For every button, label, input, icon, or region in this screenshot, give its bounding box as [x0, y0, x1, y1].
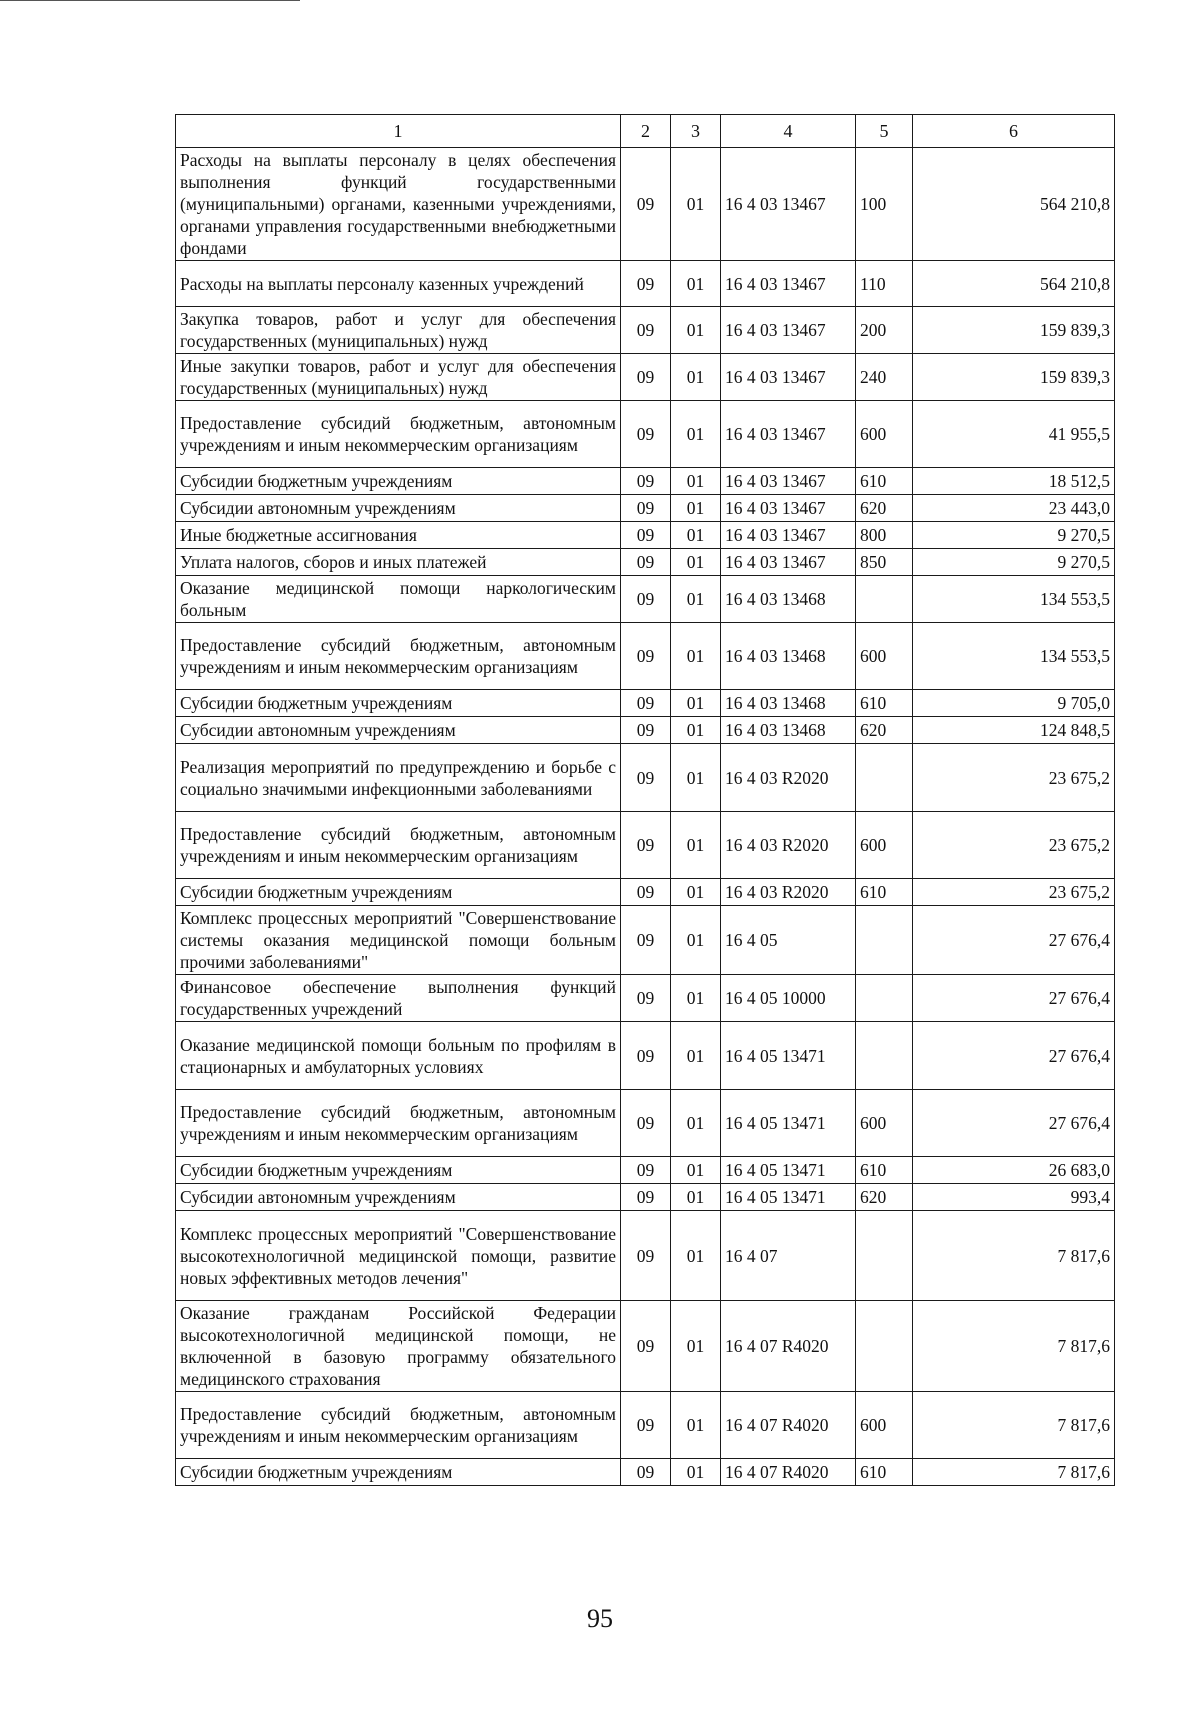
header-col-name: 1 — [176, 115, 621, 148]
row-section-cell: 09 — [621, 690, 671, 717]
row-expense-type-cell: 620 — [856, 717, 913, 744]
row-expense-type-cell — [856, 576, 913, 623]
row-name-cell: Реализация мероприятий по предупреждению и борьбе с социально значимыми инфекционными заболеваниями — [176, 744, 621, 812]
row-name-cell: Субсидии бюджетным учреждениям — [176, 468, 621, 495]
row-section-cell: 09 — [621, 522, 671, 549]
row-expense-type-cell: 610 — [856, 1157, 913, 1184]
row-target-article-cell: 16 4 03 R2020 — [721, 744, 856, 812]
row-amount-cell: 159 839,3 — [913, 354, 1115, 401]
budget-table-container — [175, 114, 1114, 1486]
row-subsection-cell: 01 — [671, 576, 721, 623]
row-section-cell: 09 — [621, 879, 671, 906]
table-row — [176, 623, 1115, 690]
row-amount-cell: 564 210,8 — [913, 261, 1115, 307]
row-amount-cell: 41 955,5 — [913, 401, 1115, 468]
table-header-row — [176, 115, 1115, 148]
row-expense-type-cell — [856, 906, 913, 975]
row-amount-cell: 23 443,0 — [913, 495, 1115, 522]
row-target-article-cell: 16 4 03 13467 — [721, 261, 856, 307]
row-name-cell: Финансовое обеспечение выполнения функций государственных учреждений — [176, 975, 621, 1022]
table-row — [176, 1459, 1115, 1486]
row-subsection-cell: 01 — [671, 975, 721, 1022]
scan-edge-line — [0, 0, 300, 1]
row-amount-cell: 9 270,5 — [913, 522, 1115, 549]
row-subsection-cell: 01 — [671, 354, 721, 401]
row-expense-type-cell: 110 — [856, 261, 913, 307]
table-row — [176, 717, 1115, 744]
row-expense-type-cell: 610 — [856, 879, 913, 906]
row-target-article-cell: 16 4 07 R4020 — [721, 1459, 856, 1486]
table-row — [176, 744, 1115, 812]
row-expense-type-cell: 620 — [856, 1184, 913, 1211]
row-expense-type-cell: 610 — [856, 468, 913, 495]
row-expense-type-cell: 620 — [856, 495, 913, 522]
row-amount-cell: 27 676,4 — [913, 975, 1115, 1022]
row-subsection-cell: 01 — [671, 1157, 721, 1184]
table-row — [176, 495, 1115, 522]
row-name-cell: Оказание медицинской помощи наркологическим больным — [176, 576, 621, 623]
row-expense-type-cell — [856, 1301, 913, 1392]
row-amount-cell: 124 848,5 — [913, 717, 1115, 744]
row-amount-cell: 9 705,0 — [913, 690, 1115, 717]
row-name-cell: Субсидии бюджетным учреждениям — [176, 1459, 621, 1486]
table-row — [176, 906, 1115, 975]
row-expense-type-cell: 610 — [856, 690, 913, 717]
row-expense-type-cell: 100 — [856, 148, 913, 261]
table-row — [176, 1157, 1115, 1184]
row-amount-cell: 993,4 — [913, 1184, 1115, 1211]
row-section-cell: 09 — [621, 623, 671, 690]
row-amount-cell: 7 817,6 — [913, 1211, 1115, 1301]
row-subsection-cell: 01 — [671, 1090, 721, 1157]
row-name-cell: Комплекс процессных мероприятий "Совершенствование системы оказания медицинской помощи больным прочими заболеваниями" — [176, 906, 621, 975]
row-amount-cell: 23 675,2 — [913, 744, 1115, 812]
table-row — [176, 261, 1115, 307]
row-subsection-cell: 01 — [671, 1459, 721, 1486]
row-section-cell: 09 — [621, 1184, 671, 1211]
row-expense-type-cell — [856, 1022, 913, 1090]
row-subsection-cell: 01 — [671, 307, 721, 354]
row-target-article-cell: 16 4 03 13467 — [721, 354, 856, 401]
row-amount-cell: 134 553,5 — [913, 576, 1115, 623]
row-expense-type-cell: 240 — [856, 354, 913, 401]
row-expense-type-cell: 600 — [856, 812, 913, 879]
table-row — [176, 812, 1115, 879]
row-subsection-cell: 01 — [671, 1022, 721, 1090]
row-name-cell: Оказание гражданам Российской Федерации высокотехнологичной медицинской помощи, не включенной в базовую программу обязательного медицинского страхования — [176, 1301, 621, 1392]
row-amount-cell: 134 553,5 — [913, 623, 1115, 690]
row-name-cell: Комплекс процессных мероприятий "Совершенствование высокотехнологичной медицинской помощи, развитие новых эффективных методов лечения" — [176, 1211, 621, 1301]
table-row — [176, 1184, 1115, 1211]
row-section-cell: 09 — [621, 307, 671, 354]
row-subsection-cell: 01 — [671, 522, 721, 549]
table-row — [176, 1392, 1115, 1459]
row-name-cell: Иные закупки товаров, работ и услуг для обеспечения государственных (муниципальных) нужд — [176, 354, 621, 401]
row-section-cell: 09 — [621, 468, 671, 495]
row-target-article-cell: 16 4 03 13467 — [721, 401, 856, 468]
table-row — [176, 307, 1115, 354]
row-subsection-cell: 01 — [671, 549, 721, 576]
row-section-cell: 09 — [621, 148, 671, 261]
row-section-cell: 09 — [621, 812, 671, 879]
row-amount-cell: 7 817,6 — [913, 1459, 1115, 1486]
row-section-cell: 09 — [621, 906, 671, 975]
row-expense-type-cell: 610 — [856, 1459, 913, 1486]
row-section-cell: 09 — [621, 744, 671, 812]
row-section-cell: 09 — [621, 975, 671, 1022]
row-section-cell: 09 — [621, 549, 671, 576]
header-col-amount: 6 — [913, 115, 1115, 148]
header-col-subsection: 3 — [671, 115, 721, 148]
row-expense-type-cell — [856, 1211, 913, 1301]
table-row — [176, 1022, 1115, 1090]
row-name-cell: Предоставление субсидий бюджетным, автономным учреждениям и иным некоммерческим организациям — [176, 1090, 621, 1157]
row-target-article-cell: 16 4 03 R2020 — [721, 879, 856, 906]
row-expense-type-cell: 850 — [856, 549, 913, 576]
row-expense-type-cell: 600 — [856, 401, 913, 468]
row-name-cell: Предоставление субсидий бюджетным, автономным учреждениям и иным некоммерческим организациям — [176, 1392, 621, 1459]
row-subsection-cell: 01 — [671, 1184, 721, 1211]
row-section-cell: 09 — [621, 1022, 671, 1090]
row-subsection-cell: 01 — [671, 468, 721, 495]
row-target-article-cell: 16 4 03 13467 — [721, 307, 856, 354]
row-name-cell: Расходы на выплаты персоналу в целях обеспечения выполнения функций государственными (муниципальными) органами, казенными учреждениями, органами управления государственными внебюджетными фондами — [176, 148, 621, 261]
row-target-article-cell: 16 4 07 — [721, 1211, 856, 1301]
row-name-cell: Уплата налогов, сборов и иных платежей — [176, 549, 621, 576]
row-expense-type-cell: 600 — [856, 623, 913, 690]
row-section-cell: 09 — [621, 261, 671, 307]
table-row — [176, 148, 1115, 261]
row-subsection-cell: 01 — [671, 1301, 721, 1392]
row-expense-type-cell: 200 — [856, 307, 913, 354]
row-target-article-cell: 16 4 07 R4020 — [721, 1301, 856, 1392]
row-subsection-cell: 01 — [671, 1392, 721, 1459]
row-target-article-cell: 16 4 05 13471 — [721, 1090, 856, 1157]
row-target-article-cell: 16 4 07 R4020 — [721, 1392, 856, 1459]
row-subsection-cell: 01 — [671, 717, 721, 744]
row-expense-type-cell: 800 — [856, 522, 913, 549]
row-target-article-cell: 16 4 03 13468 — [721, 717, 856, 744]
row-target-article-cell: 16 4 03 13467 — [721, 495, 856, 522]
row-subsection-cell: 01 — [671, 261, 721, 307]
row-amount-cell: 7 817,6 — [913, 1392, 1115, 1459]
row-subsection-cell: 01 — [671, 1211, 721, 1301]
row-expense-type-cell — [856, 975, 913, 1022]
row-target-article-cell: 16 4 05 13471 — [721, 1184, 856, 1211]
row-name-cell: Закупка товаров, работ и услуг для обеспечения государственных (муниципальных) нужд — [176, 307, 621, 354]
row-expense-type-cell — [856, 744, 913, 812]
row-section-cell: 09 — [621, 1459, 671, 1486]
page-number: 95 — [587, 1604, 613, 1633]
row-section-cell: 09 — [621, 717, 671, 744]
row-name-cell: Предоставление субсидий бюджетным, автономным учреждениям и иным некоммерческим организациям — [176, 623, 621, 690]
table-body — [176, 148, 1115, 1486]
table-row — [176, 522, 1115, 549]
row-name-cell: Субсидии бюджетным учреждениям — [176, 690, 621, 717]
row-target-article-cell: 16 4 03 13468 — [721, 690, 856, 717]
row-amount-cell: 159 839,3 — [913, 307, 1115, 354]
row-amount-cell: 27 676,4 — [913, 1022, 1115, 1090]
header-col-target-article: 4 — [721, 115, 856, 148]
row-subsection-cell: 01 — [671, 690, 721, 717]
row-section-cell: 09 — [621, 1392, 671, 1459]
row-name-cell: Субсидии автономным учреждениям — [176, 717, 621, 744]
header-col-section: 2 — [621, 115, 671, 148]
row-subsection-cell: 01 — [671, 623, 721, 690]
row-name-cell: Субсидии автономным учреждениям — [176, 1184, 621, 1211]
table-row — [176, 549, 1115, 576]
row-target-article-cell: 16 4 03 13467 — [721, 549, 856, 576]
row-section-cell: 09 — [621, 576, 671, 623]
row-name-cell: Предоставление субсидий бюджетным, автономным учреждениям и иным некоммерческим организациям — [176, 401, 621, 468]
row-section-cell: 09 — [621, 495, 671, 522]
row-subsection-cell: 01 — [671, 812, 721, 879]
table-row — [176, 576, 1115, 623]
row-target-article-cell: 16 4 03 R2020 — [721, 812, 856, 879]
table-row — [176, 1090, 1115, 1157]
table-row — [176, 1301, 1115, 1392]
row-expense-type-cell: 600 — [856, 1392, 913, 1459]
row-name-cell: Расходы на выплаты персоналу казенных учреждений — [176, 261, 621, 307]
row-amount-cell: 564 210,8 — [913, 148, 1115, 261]
table-row — [176, 690, 1115, 717]
table-row — [176, 1211, 1115, 1301]
row-section-cell: 09 — [621, 354, 671, 401]
row-section-cell: 09 — [621, 1301, 671, 1392]
row-subsection-cell: 01 — [671, 495, 721, 522]
row-amount-cell: 23 675,2 — [913, 879, 1115, 906]
row-amount-cell: 27 676,4 — [913, 906, 1115, 975]
row-section-cell: 09 — [621, 401, 671, 468]
header-col-expense-type: 5 — [856, 115, 913, 148]
row-amount-cell: 26 683,0 — [913, 1157, 1115, 1184]
row-section-cell: 09 — [621, 1211, 671, 1301]
row-amount-cell: 27 676,4 — [913, 1090, 1115, 1157]
row-amount-cell: 7 817,6 — [913, 1301, 1115, 1392]
table-row — [176, 468, 1115, 495]
row-subsection-cell: 01 — [671, 879, 721, 906]
table-row — [176, 879, 1115, 906]
row-name-cell: Субсидии автономным учреждениям — [176, 495, 621, 522]
row-subsection-cell: 01 — [671, 148, 721, 261]
row-name-cell: Иные бюджетные ассигнования — [176, 522, 621, 549]
row-target-article-cell: 16 4 03 13468 — [721, 576, 856, 623]
row-target-article-cell: 16 4 03 13468 — [721, 623, 856, 690]
row-name-cell: Субсидии бюджетным учреждениям — [176, 879, 621, 906]
row-amount-cell: 9 270,5 — [913, 549, 1115, 576]
row-target-article-cell: 16 4 03 13467 — [721, 468, 856, 495]
row-subsection-cell: 01 — [671, 906, 721, 975]
row-expense-type-cell: 600 — [856, 1090, 913, 1157]
budget-table — [175, 114, 1115, 1486]
row-amount-cell: 18 512,5 — [913, 468, 1115, 495]
table-row — [176, 401, 1115, 468]
row-section-cell: 09 — [621, 1157, 671, 1184]
row-target-article-cell: 16 4 05 — [721, 906, 856, 975]
row-target-article-cell: 16 4 03 13467 — [721, 148, 856, 261]
row-subsection-cell: 01 — [671, 744, 721, 812]
table-row — [176, 354, 1115, 401]
row-amount-cell: 23 675,2 — [913, 812, 1115, 879]
row-section-cell: 09 — [621, 1090, 671, 1157]
row-subsection-cell: 01 — [671, 401, 721, 468]
row-target-article-cell: 16 4 05 10000 — [721, 975, 856, 1022]
row-name-cell: Субсидии бюджетным учреждениям — [176, 1157, 621, 1184]
table-row — [176, 975, 1115, 1022]
row-target-article-cell: 16 4 03 13467 — [721, 522, 856, 549]
row-name-cell: Предоставление субсидий бюджетным, автономным учреждениям и иным некоммерческим организациям — [176, 812, 621, 879]
row-name-cell: Оказание медицинской помощи больным по профилям в стационарных и амбулаторных условиях — [176, 1022, 621, 1090]
row-target-article-cell: 16 4 05 13471 — [721, 1157, 856, 1184]
row-target-article-cell: 16 4 05 13471 — [721, 1022, 856, 1090]
